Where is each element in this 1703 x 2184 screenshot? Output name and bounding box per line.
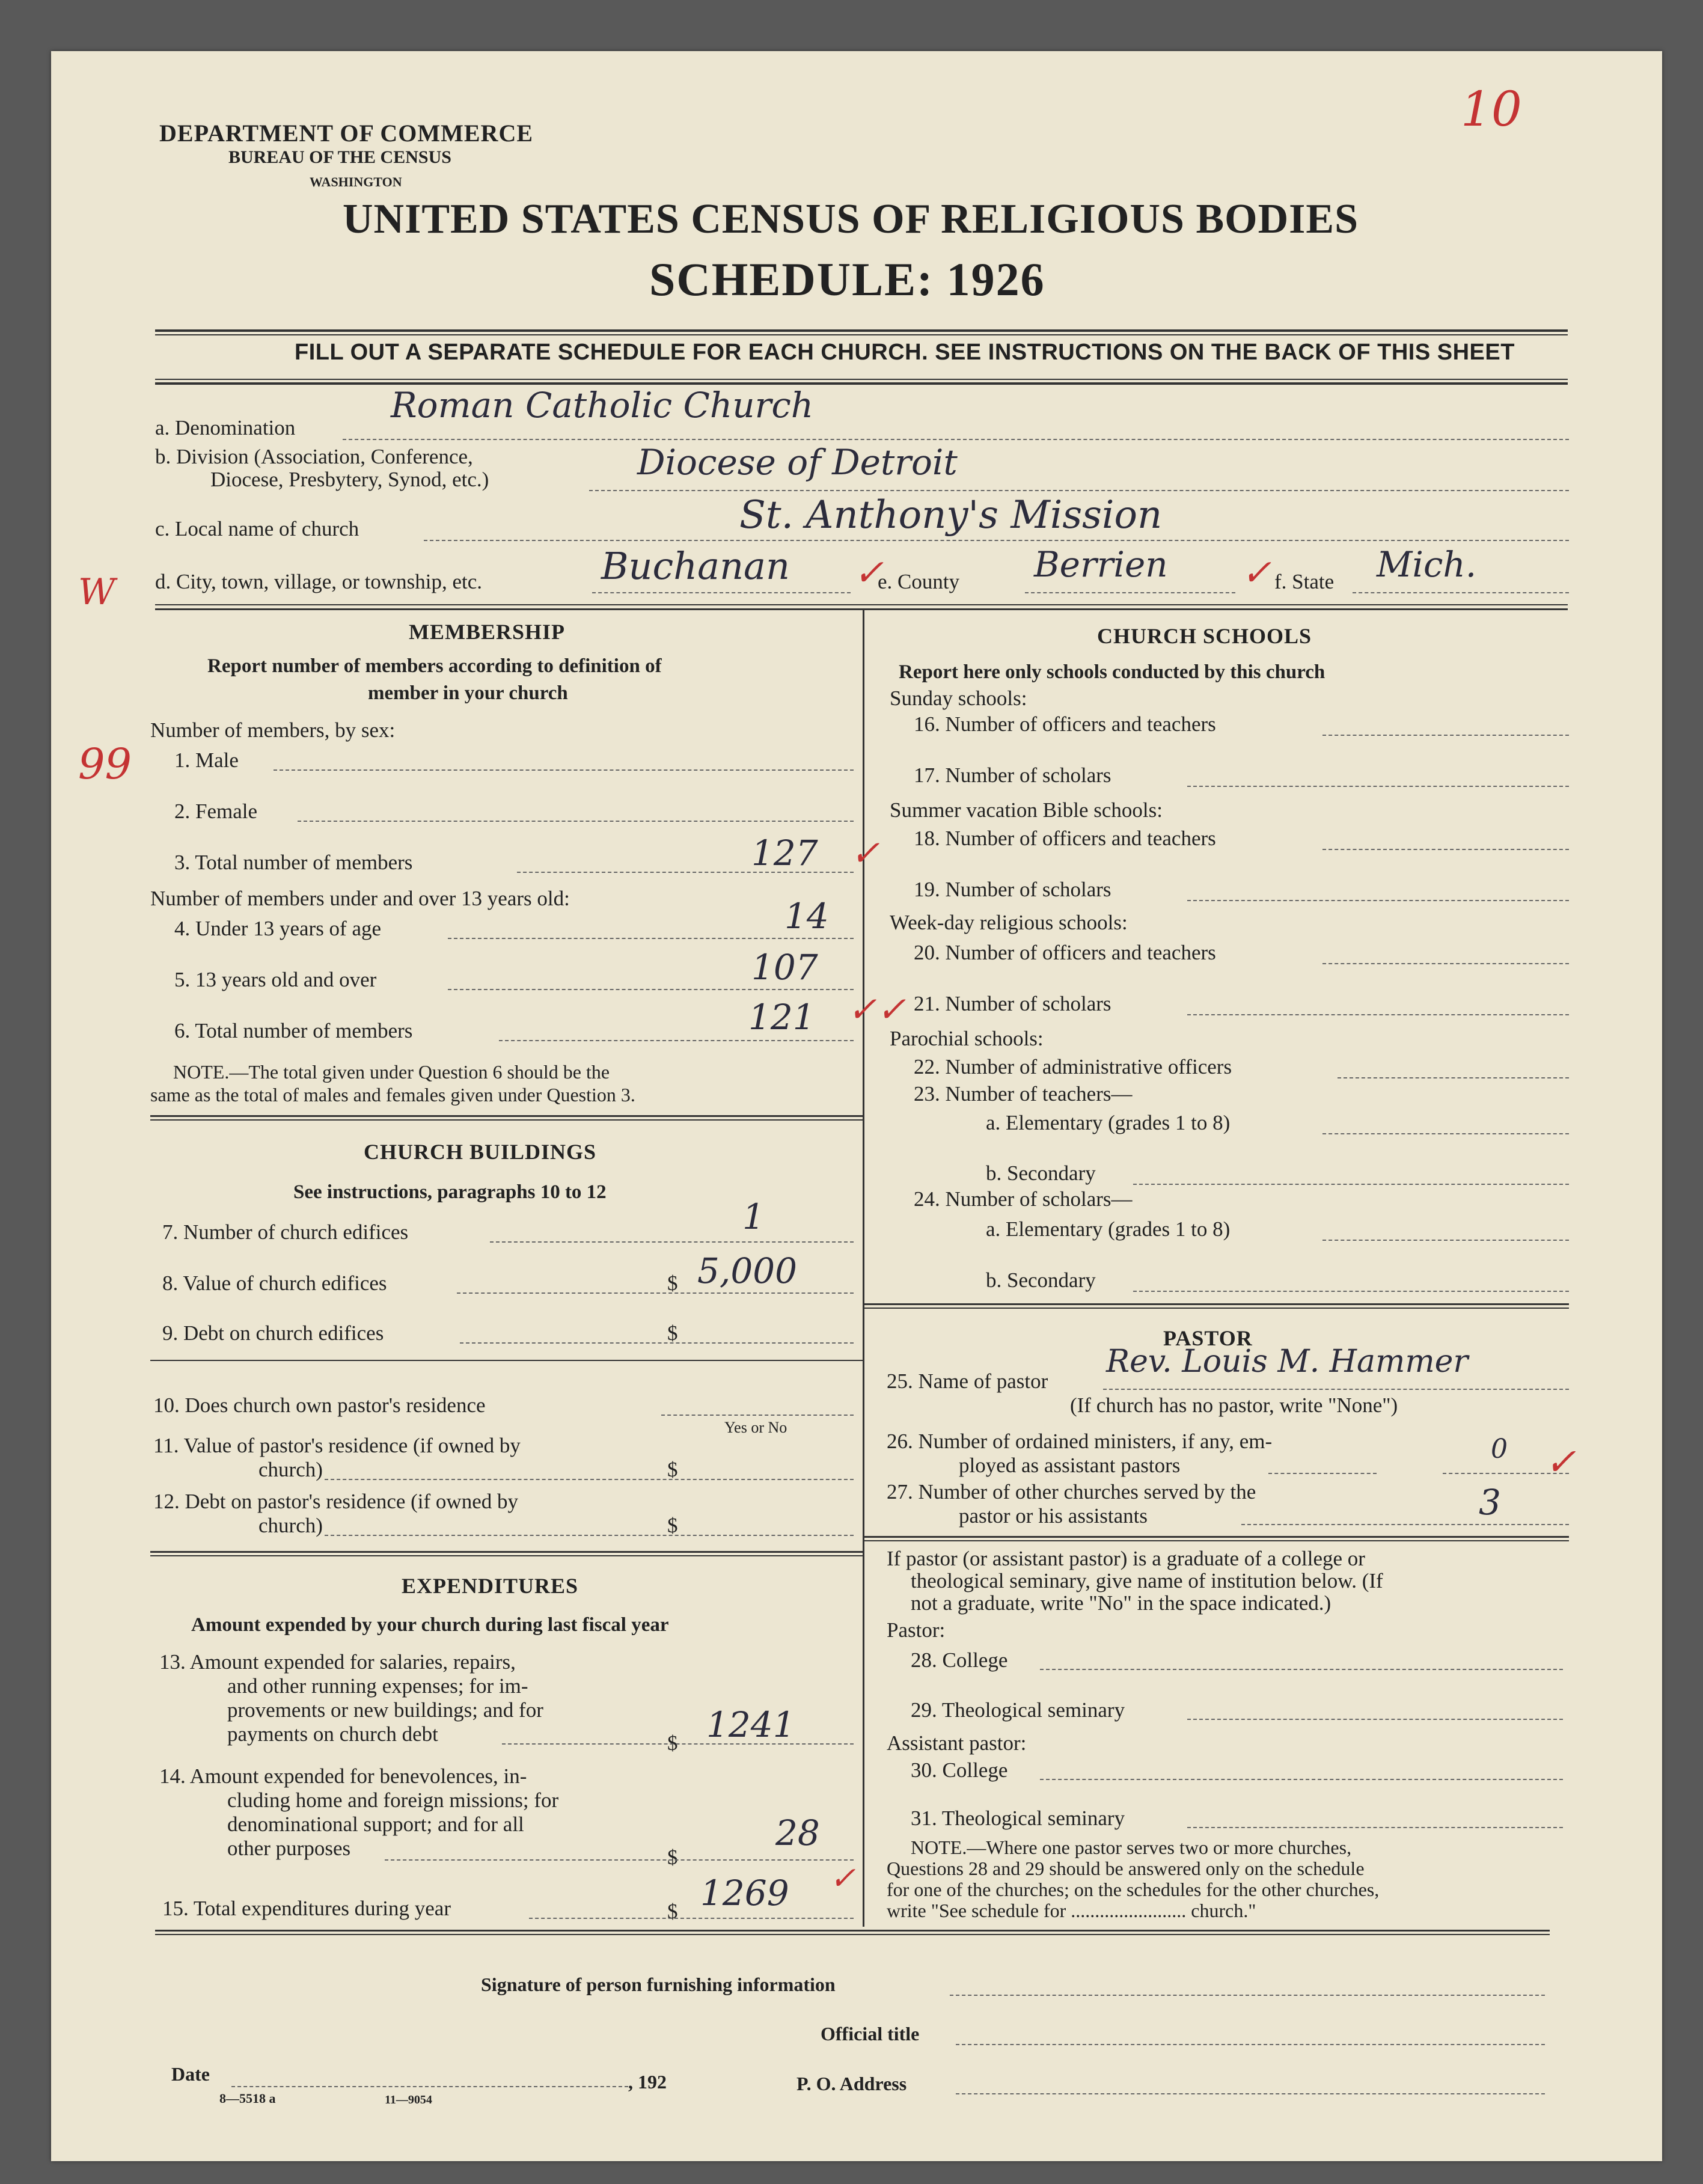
weekday-schools-label: Week-day religious schools:	[890, 911, 1128, 934]
q13-label-1: 13. Amount expended for salaries, repairs,	[159, 1650, 516, 1674]
buildings-heading: CHURCH BUILDINGS	[364, 1140, 597, 1164]
pastor-rule	[863, 1536, 1569, 1538]
q8-value[interactable]: 5,000	[697, 1250, 798, 1291]
q30-label: 30. College	[911, 1758, 1008, 1782]
schools-rule	[863, 1303, 1569, 1305]
q26-check: ✓	[1545, 1440, 1576, 1484]
buildings-rule	[150, 1360, 863, 1361]
denomination-value[interactable]: Roman Catholic Church	[391, 385, 814, 426]
q12-line	[325, 1535, 854, 1536]
membership-rule2	[150, 1119, 863, 1121]
denomination-line	[343, 439, 1569, 440]
members-by-sex-label: Number of members, by sex:	[150, 718, 396, 742]
q28-label: 28. College	[911, 1648, 1008, 1672]
q27-label-2: pastor or his assistants	[959, 1504, 1148, 1528]
membership-sub-1: Report number of members according to definition of	[207, 655, 662, 677]
pastor-note-4: write "See schedule for ........................ church."	[887, 1900, 1256, 1921]
parochial-schools-label: Parochial schools:	[890, 1027, 1044, 1050]
identity-rule	[155, 604, 1568, 605]
q5-over13-label: 5. 13 years old and over	[174, 968, 377, 991]
local-name-line	[424, 540, 1569, 541]
q3-value[interactable]: 127	[751, 833, 818, 873]
buildings-sub: See instructions, paragraphs 10 to 12	[293, 1181, 607, 1203]
q13-label-4: payments on church debt	[227, 1722, 438, 1746]
q29-line	[1187, 1719, 1563, 1720]
q12-dollar: $	[667, 1514, 678, 1537]
q15-value[interactable]: 1269	[700, 1873, 789, 1913]
q20-line	[1322, 963, 1569, 964]
q19-label: 19. Number of scholars	[914, 878, 1111, 901]
po-address-line[interactable]	[956, 2093, 1545, 2094]
city-value[interactable]: Buchanan	[601, 544, 790, 588]
footer-rule2	[155, 1934, 1550, 1935]
membership-note-1: NOTE.—The total given under Question 6 should be the	[173, 1061, 610, 1083]
q26-value[interactable]: 0	[1491, 1434, 1508, 1464]
summer-schools-label: Summer vacation Bible schools:	[890, 798, 1163, 822]
print-number: 11—9054	[385, 2093, 432, 2106]
division-value[interactable]: Diocese of Detroit	[637, 442, 958, 483]
q23b-label: b. Secondary	[986, 1161, 1096, 1185]
pastor-note-3: for one of the churches; on the schedules for the other churches,	[887, 1879, 1380, 1900]
header-rule-top2	[155, 334, 1568, 335]
official-title-line[interactable]	[956, 2044, 1545, 2045]
q9-line	[460, 1342, 854, 1344]
q1-line	[274, 769, 854, 771]
q14-check: ✓	[830, 1861, 856, 1897]
q4-under13-label: 4. Under 13 years of age	[174, 917, 382, 940]
q11-dollar: $	[667, 1458, 678, 1481]
signature-label: Signature of person furnishing information	[481, 1974, 836, 1995]
q14-dollar: $	[667, 1846, 678, 1869]
q3-check: ✓	[851, 833, 880, 873]
q17-line	[1187, 786, 1569, 787]
county-check: ✓	[1241, 552, 1272, 594]
q24a-label: a. Elementary (grades 1 to 8)	[986, 1217, 1231, 1241]
graduate-note-1: If pastor (or assistant pastor) is a graduate of a college or	[887, 1547, 1365, 1570]
members-by-age-label: Number of members under and over 13 years old:	[150, 887, 570, 910]
membership-rule	[150, 1115, 863, 1117]
q21-label: 21. Number of scholars	[914, 992, 1111, 1015]
q25-note: (If church has no pastor, write "None")	[1070, 1393, 1398, 1417]
q5-value[interactable]: 107	[751, 947, 818, 988]
q31-label: 31. Theological seminary	[911, 1806, 1125, 1830]
header-rule-bottom2	[155, 382, 1568, 385]
graduate-note-2: theological seminary, give name of institution below. (If	[911, 1569, 1383, 1592]
page-mark: 10	[1461, 81, 1522, 137]
q20-label: 20. Number of officers and teachers	[914, 941, 1216, 964]
q7-line	[490, 1241, 854, 1243]
q13-label-2: and other running expenses; for im-	[227, 1674, 528, 1698]
q6-line	[499, 1040, 854, 1041]
q7-value[interactable]: 1	[742, 1196, 765, 1237]
q9-dollar: $	[667, 1321, 678, 1345]
q8-line	[457, 1292, 854, 1294]
date-year: , 192	[628, 2071, 667, 2093]
q23-label: 23. Number of teachers—	[914, 1082, 1133, 1106]
pastor-note-1: NOTE.—Where one pastor serves two or more churches,	[911, 1837, 1352, 1858]
city-label: d. City, town, village, or township, etc.	[155, 570, 483, 593]
q23a-label: a. Elementary (grades 1 to 8)	[986, 1111, 1231, 1134]
signature-line[interactable]	[950, 1995, 1545, 1996]
q14-label-2: cluding home and foreign missions; for	[227, 1788, 559, 1812]
q3-total-label: 3. Total number of members	[174, 851, 413, 874]
bureau-label: BUREAU OF THE CENSUS	[228, 147, 451, 167]
pastor-heading: PASTOR	[1163, 1326, 1253, 1350]
q10-line	[661, 1415, 854, 1416]
q11-line	[325, 1479, 854, 1480]
membership-note-2: same as the total of males and females given under Question 3.	[150, 1084, 635, 1106]
q27-value[interactable]: 3	[1479, 1482, 1501, 1523]
membership-heading: MEMBERSHIP	[409, 620, 566, 644]
city-line	[592, 592, 851, 593]
denomination-label: a. Denomination	[155, 416, 296, 439]
official-title-label: Official title	[821, 2023, 920, 2045]
header-rule-bottom	[155, 379, 1568, 380]
q26-line-a	[1268, 1473, 1377, 1474]
q24b-line	[1133, 1291, 1569, 1292]
q14-label-3: denominational support; and for all	[227, 1812, 524, 1836]
expenditures-sub: Amount expended by your church during last fiscal year	[191, 1614, 669, 1636]
yes-no-label: Yes or No	[724, 1419, 787, 1436]
q4-line	[448, 938, 854, 939]
q10-residence-label: 10. Does church own pastor's residence	[153, 1393, 486, 1417]
buildings-rule-bottom2	[150, 1555, 863, 1556]
form-number: 8—5518 a	[219, 2091, 276, 2106]
q22-label: 22. Number of administrative officers	[914, 1055, 1232, 1078]
header-rule-top	[155, 329, 1568, 332]
q11-label-1: 11. Value of pastor's residence (if owned by	[153, 1434, 521, 1457]
q18-label: 18. Number of officers and teachers	[914, 827, 1216, 850]
state-value[interactable]: Mich.	[1377, 544, 1477, 585]
division-line	[589, 490, 1569, 491]
graduate-note-3: not a graduate, write "No" in the space indicated.)	[911, 1591, 1332, 1615]
q25-line	[1103, 1389, 1569, 1390]
q27-line	[1241, 1524, 1569, 1525]
schools-heading: CHURCH SCHOOLS	[1097, 624, 1312, 648]
q4-value[interactable]: 14	[784, 896, 829, 937]
q16-label: 16. Number of officers and teachers	[914, 712, 1216, 736]
q26-label-1: 26. Number of ordained ministers, if any, em-	[887, 1430, 1273, 1453]
q13-dollar: $	[667, 1731, 678, 1755]
po-address-label: P. O. Address	[796, 2073, 907, 2094]
buildings-rule-bottom	[150, 1551, 863, 1553]
q15-dollar: $	[667, 1900, 678, 1923]
membership-sub-2: member in your church	[368, 682, 568, 704]
city-check: ✓	[854, 552, 884, 594]
q24-label: 24. Number of scholars—	[914, 1187, 1133, 1211]
q6-total-label: 6. Total number of members	[174, 1019, 413, 1042]
identity-rule2	[155, 608, 1568, 610]
date-line[interactable]	[231, 2086, 628, 2087]
pastor-note-2: Questions 28 and 29 should be answered only on the schedule	[887, 1858, 1365, 1879]
q14-line	[385, 1859, 854, 1861]
q30-line	[1040, 1779, 1563, 1780]
q13-value[interactable]: 1241	[706, 1704, 795, 1745]
q22-line	[1338, 1077, 1569, 1078]
q1-male-label: 1. Male	[174, 748, 239, 772]
q14-label-4: other purposes	[227, 1837, 351, 1860]
q14-label-1: 14. Amount expended for benevolences, in-	[159, 1764, 527, 1788]
q11-label-2: church)	[258, 1458, 323, 1481]
expenditures-heading: EXPENDITURES	[402, 1574, 579, 1598]
q2-line	[298, 821, 854, 822]
q9-debt-label: 9. Debt on church edifices	[162, 1321, 384, 1345]
q15-total-label: 15. Total expenditures during year	[162, 1897, 451, 1920]
q23a-line	[1322, 1133, 1569, 1134]
schools-sub: Report here only schools conducted by this church	[899, 661, 1325, 683]
q28-line	[1040, 1669, 1563, 1670]
local-name-value[interactable]: St. Anthony's Mission	[739, 493, 1163, 537]
footer-rule	[155, 1930, 1550, 1932]
q21-line	[1187, 1014, 1569, 1015]
state-label: f. State	[1274, 570, 1335, 593]
instruction-line: FILL OUT A SEPARATE SCHEDULE FOR EACH CHURCH. SEE INSTRUCTIONS ON THE BACK OF THIS SHEET	[295, 340, 1515, 365]
pastor-rule2	[863, 1540, 1569, 1541]
pastor-subhead: Pastor:	[887, 1618, 946, 1642]
q8-value-label: 8. Value of church edifices	[162, 1271, 387, 1295]
q26-label-2: ployed as assistant pastors	[959, 1454, 1181, 1477]
q23b-line	[1133, 1184, 1569, 1185]
q13-line	[502, 1743, 854, 1745]
q27-label-1: 27. Number of other churches served by the	[887, 1480, 1256, 1503]
q25-value[interactable]: Rev. Louis M. Hammer	[1106, 1344, 1469, 1380]
schedule-title: SCHEDULE: 1926	[649, 253, 1045, 305]
q15-line	[529, 1918, 854, 1919]
q16-line	[1322, 735, 1569, 736]
q13-label-3: provements or new buildings; and for	[227, 1698, 543, 1722]
margin-mark-99: 99	[78, 739, 132, 789]
q18-line	[1322, 849, 1569, 850]
q14-value[interactable]: 28	[775, 1812, 820, 1853]
department-label: DEPARTMENT OF COMMERCE	[159, 120, 534, 147]
q5-line	[448, 989, 854, 990]
county-value[interactable]: Berrien	[1034, 544, 1168, 585]
county-line	[1025, 592, 1235, 593]
division-label-2: Diocese, Presbytery, Synod, etc.)	[210, 468, 489, 491]
q2-female-label: 2. Female	[174, 800, 258, 823]
q31-line	[1187, 1827, 1563, 1828]
state-line	[1353, 592, 1569, 593]
q6-value[interactable]: 121	[748, 997, 815, 1038]
schools-rule2	[863, 1308, 1569, 1309]
margin-mark-w: W	[78, 571, 115, 613]
q6-check: ✓✓	[848, 989, 907, 1030]
form-title: UNITED STATES CENSUS OF RELIGIOUS BODIES	[343, 196, 1359, 242]
q24a-line	[1322, 1240, 1569, 1241]
date-label: Date	[171, 2063, 210, 2085]
assistant-subhead: Assistant pastor:	[887, 1731, 1027, 1755]
q7-edifices-label: 7. Number of church edifices	[162, 1220, 409, 1244]
county-label: e. County	[878, 570, 960, 593]
q17-label: 17. Number of scholars	[914, 763, 1111, 787]
q29-label: 29. Theological seminary	[911, 1698, 1125, 1722]
sunday-schools-label: Sunday schools:	[890, 687, 1027, 710]
division-label-1: b. Division (Association, Conference,	[155, 445, 473, 468]
washington-label: WASHINGTON	[310, 174, 402, 189]
local-name-label: c. Local name of church	[155, 517, 359, 540]
q12-label-1: 12. Debt on pastor's residence (if owned by	[153, 1490, 518, 1513]
q24b-label: b. Secondary	[986, 1268, 1096, 1292]
q12-label-2: church)	[258, 1514, 323, 1537]
column-divider	[863, 610, 864, 1927]
q19-line	[1187, 900, 1569, 901]
q25-label: 25. Name of pastor	[887, 1369, 1048, 1393]
q8-dollar: $	[667, 1271, 678, 1295]
